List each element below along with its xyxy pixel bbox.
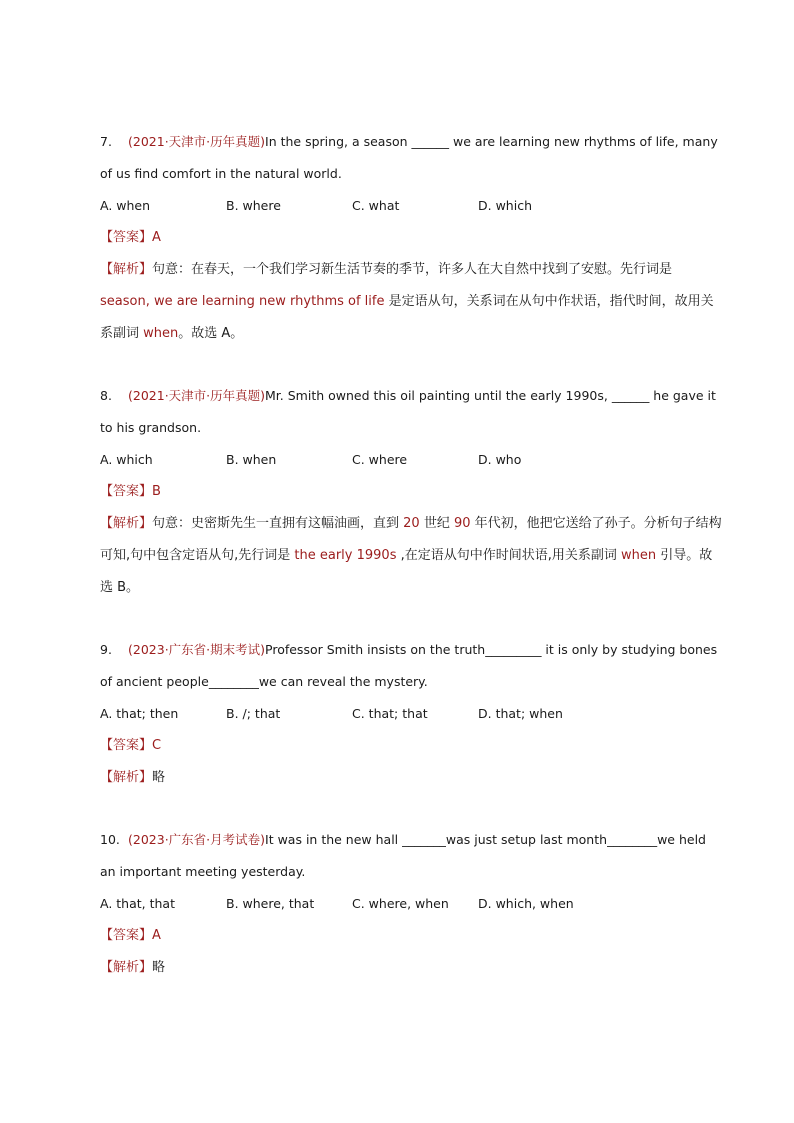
question-source: (2021·天津市·历年真题) xyxy=(128,388,266,403)
option-b: B. where, that xyxy=(226,896,315,911)
explanation-segment: 年代初，他把它送给了孙子。分析句子结构可知,句中包含定语从句,先行词是 xyxy=(100,516,722,563)
option-d: D. which xyxy=(478,198,532,213)
question-8 xyxy=(100,380,722,604)
answer-blank: _________ xyxy=(485,642,542,657)
answer-line xyxy=(100,730,722,762)
explanation-text xyxy=(100,516,722,595)
options-row xyxy=(100,888,722,920)
stem-text: we held an important meeting yesterday. xyxy=(100,832,706,879)
stem-text: It was in the new hall xyxy=(265,832,403,847)
option-b: B. where xyxy=(226,198,281,213)
option-a: A. that, that xyxy=(100,896,175,911)
question-9 xyxy=(100,634,722,794)
question-stem xyxy=(100,126,722,190)
option-b: B. /; that xyxy=(226,706,281,721)
answer-label: 【答案】 xyxy=(100,484,153,499)
answer-value: B xyxy=(152,484,161,499)
option-d: D. which, when xyxy=(478,896,574,911)
explanation-highlight: season, we are learning new rhythms of life xyxy=(100,294,385,309)
explanation-text xyxy=(152,770,165,785)
option-a: A. that; then xyxy=(100,706,179,721)
explanation-segment: 世纪 xyxy=(419,516,454,531)
question-source: (2021·天津市·历年真题) xyxy=(128,134,266,149)
answer-line xyxy=(100,476,722,508)
question-stem xyxy=(100,824,722,888)
answer-value: A xyxy=(152,230,161,245)
explanation-label: 【解析】 xyxy=(100,770,153,785)
explanation-segment: ,在定语从句中作时间状语,用关系副词 xyxy=(396,548,622,563)
question-source: (2023·广东省·期末考试) xyxy=(128,642,266,657)
explanation xyxy=(100,508,722,604)
explanation-segment: 引导。故选 B。 xyxy=(100,548,713,595)
option-c: C. what xyxy=(352,198,400,213)
explanation-segment: 句意：史密斯先生一直拥有这幅油画，直到 xyxy=(152,516,404,531)
explanation-segment: 略 xyxy=(152,770,166,785)
answer-blank: ________ xyxy=(607,832,658,847)
question-7 xyxy=(100,126,722,350)
stem-text: it is only by studying bones of ancient people xyxy=(100,642,718,689)
answer-label: 【答案】 xyxy=(100,738,153,753)
stem-text: we can reveal the mystery. xyxy=(258,674,428,689)
question-number: 7. xyxy=(100,134,112,149)
option-c: C. that; that xyxy=(352,706,428,721)
stem-text: we are learning new rhythms of life, many of us find comfort in the natural world. xyxy=(100,134,718,181)
explanation-highlight: when xyxy=(143,326,179,341)
option-d: D. that; when xyxy=(478,706,563,721)
answer-value: C xyxy=(152,738,162,753)
option-a: A. when xyxy=(100,198,151,213)
explanation xyxy=(100,254,722,350)
explanation-text xyxy=(100,262,714,341)
option-d: D. who xyxy=(478,452,522,467)
options-row xyxy=(100,698,722,730)
options-row xyxy=(100,190,722,222)
explanation-segment: 是定语从句，关系词在从句中作状语，指代时间，故用关系副词 xyxy=(100,294,714,341)
answer-blank: ______ xyxy=(411,134,449,149)
question-stem xyxy=(100,634,722,698)
stem-text: In the spring, a season xyxy=(265,134,412,149)
explanation xyxy=(100,952,722,984)
answer-line xyxy=(100,920,722,952)
explanation-highlight: 90 xyxy=(453,516,471,531)
explanation-segment: 略 xyxy=(152,960,166,975)
explanation-segment: 句意：在春天，一个我们学习新生活节奏的季节，许多人在大自然中找到了安慰。先行词是 xyxy=(152,262,673,277)
option-a: A. which xyxy=(100,452,153,467)
answer-blank: ________ xyxy=(208,674,259,689)
answer-value: A xyxy=(152,928,161,943)
question-page xyxy=(100,126,722,984)
stem-text: was just setup last month xyxy=(445,832,608,847)
explanation-label: 【解析】 xyxy=(100,960,153,975)
question-stem xyxy=(100,380,722,444)
explanation-highlight: when xyxy=(621,548,657,563)
question-10 xyxy=(100,824,722,984)
explanation-text xyxy=(152,960,165,975)
stem-text: Professor Smith insists on the truth xyxy=(265,642,486,657)
option-c: C. where, when xyxy=(352,896,449,911)
answer-label: 【答案】 xyxy=(100,928,153,943)
answer-line xyxy=(100,222,722,254)
options-row xyxy=(100,444,722,476)
explanation xyxy=(100,762,722,794)
question-number: 9. xyxy=(100,642,112,657)
option-b: B. when xyxy=(226,452,277,467)
question-source: (2023·广东省·月考试卷) xyxy=(128,832,266,847)
explanation-label: 【解析】 xyxy=(100,516,153,531)
explanation-segment: 。故选 A。 xyxy=(178,326,244,341)
explanation-highlight: 20 xyxy=(403,516,420,531)
option-c: C. where xyxy=(352,452,408,467)
stem-text: Mr. Smith owned this oil painting until the early 1990s, xyxy=(265,388,612,403)
question-number: 8. xyxy=(100,388,112,403)
explanation-label: 【解析】 xyxy=(100,262,153,277)
question-number: 10. xyxy=(100,832,120,847)
stem-text: he gave it to his grandson. xyxy=(100,388,716,435)
explanation-highlight: the early 1990s xyxy=(294,548,397,563)
answer-blank: _______ xyxy=(402,832,446,847)
answer-blank: ______ xyxy=(611,388,650,403)
answer-label: 【答案】 xyxy=(100,230,153,245)
